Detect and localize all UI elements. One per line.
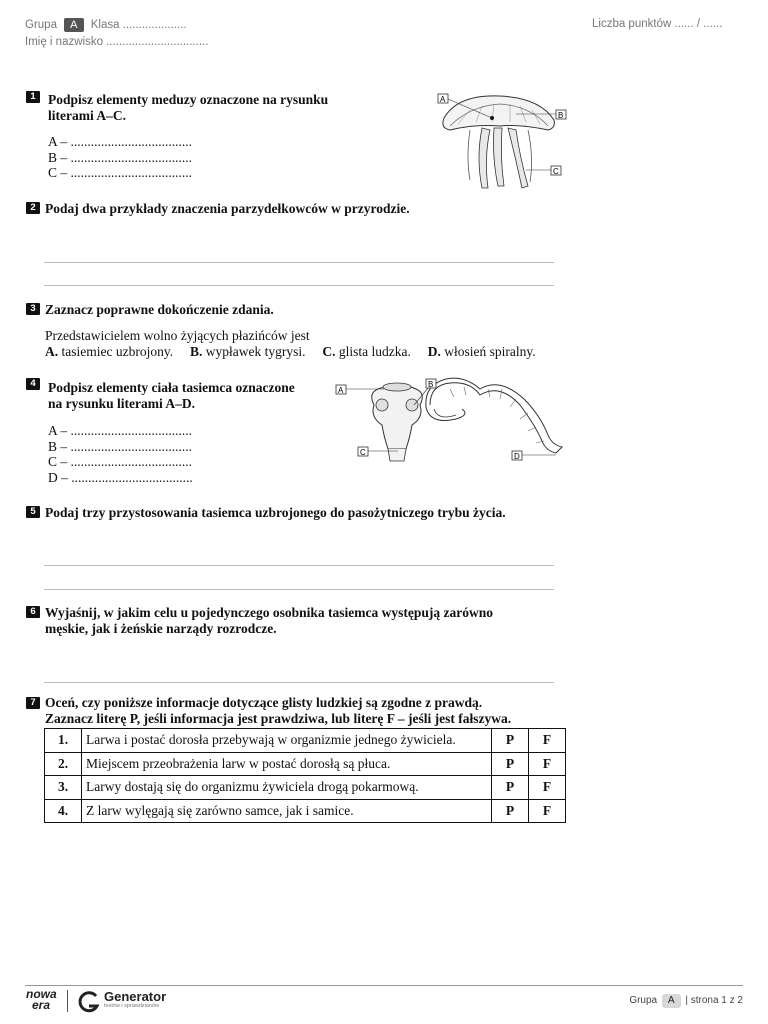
question-3-text: Zaznacz poprawne dokończenie zdania.: [45, 302, 274, 317]
false-option[interactable]: F: [529, 752, 566, 776]
answer-line[interactable]: [44, 682, 554, 683]
page-info: Grupa A | strona 1 z 2: [629, 995, 743, 1006]
logo-separator: [67, 990, 68, 1012]
answer-c[interactable]: C – ....................................: [48, 165, 193, 180]
false-option[interactable]: F: [529, 729, 566, 753]
question-number-4: 4: [26, 378, 40, 390]
nowa-era-logo: nowa era: [26, 987, 57, 1012]
answer-b[interactable]: B – ....................................: [48, 438, 193, 454]
question-6-text: Wyjaśnij, w jakim celu u pojedynczego osobnika tasiemca występują zarówno męskie, jak i żeńskie narządy rozrodcze.: [45, 605, 493, 636]
label-d: D: [514, 452, 520, 461]
question-number-7: 7: [26, 697, 40, 709]
table-row: 2. Miejscem przeobrażenia larw w postać dorosłą są płuca. P F: [45, 752, 566, 776]
option-b[interactable]: B. wypławek tygrysi.: [189, 344, 306, 359]
true-option[interactable]: P: [492, 776, 529, 800]
true-false-table: [44, 728, 566, 823]
jellyfish-drawing: [430, 88, 570, 198]
question-2-text: Podaj dwa przykłady znaczenia parzydełkowców w przyrodzie.: [45, 201, 410, 216]
label-a: A: [440, 95, 446, 104]
question-1-answers[interactable]: [48, 134, 192, 181]
false-option[interactable]: F: [529, 776, 566, 800]
answer-b[interactable]: B – ....................................: [48, 149, 193, 165]
true-option[interactable]: P: [492, 729, 529, 753]
answer-line[interactable]: [44, 262, 554, 263]
footer-divider: [25, 985, 743, 986]
answer-d[interactable]: D – ....................................: [48, 469, 193, 485]
question-3-options: [45, 344, 536, 360]
question-number-5: 5: [26, 506, 40, 518]
question-number-1: 1: [26, 91, 40, 103]
generator-logo-icon: [77, 990, 101, 1014]
group-badge: A: [662, 994, 681, 1008]
question-1-text: Podpisz elementy meduzy oznaczone na rysunku literami A–C.: [48, 92, 329, 123]
question-4-answers[interactable]: [48, 423, 193, 485]
question-number-3: 3: [26, 303, 40, 315]
table-row: 1. Larwa i postać dorosła przebywają w organizmie jednego żywiciela. P F: [45, 729, 566, 753]
answer-line[interactable]: [44, 589, 554, 590]
answer-c[interactable]: C – ....................................: [48, 454, 193, 469]
label-b: B: [428, 380, 434, 389]
question-7-text: Oceń, czy poniższe informacje dotyczące glisty ludzkiej są zgodne z prawdą. Zaznacz literę P, jeśli informacja jest prawdziwa, lub literę F – jeśli jest fałszywa.: [45, 695, 512, 726]
group-badge: A: [64, 18, 83, 32]
option-a[interactable]: A. tasiemiec uzbrojony.: [45, 344, 174, 359]
table-row: 3. Larwy dostają się do organizmu żywiciela drogą pokarmową. P F: [45, 776, 566, 800]
class-field[interactable]: Klasa ....................: [90, 19, 187, 31]
label-c: C: [360, 448, 366, 457]
false-option[interactable]: F: [529, 799, 566, 823]
page-number: | strona 1 z 2: [685, 995, 743, 1006]
points-field: Liczba punktów ...... / ......: [592, 18, 723, 30]
generator-logo: Generator testów i sprawdzianów: [104, 989, 167, 1009]
answer-a[interactable]: A – ....................................: [48, 423, 193, 438]
option-d[interactable]: D. włosień spiralny.: [427, 344, 536, 359]
question-number-2: 2: [26, 202, 40, 214]
question-number-6: 6: [26, 606, 40, 618]
tapeworm-drawing: [330, 375, 570, 465]
label-b: B: [558, 111, 564, 120]
question-3-stem: Przedstawicielem wolno żyjących płazińców jest: [45, 328, 310, 343]
group-label: Grupa: [25, 19, 57, 31]
answer-line[interactable]: [44, 285, 554, 286]
label-c: C: [553, 167, 559, 176]
header-group: [25, 18, 187, 32]
true-option[interactable]: P: [492, 799, 529, 823]
question-4-text: Podpisz elementy ciała tasiemca oznaczone na rysunku literami A–D.: [48, 380, 295, 411]
table-row: 4. Z larw wylęgają się zarówno samce, jak i samice. P F: [45, 799, 566, 823]
option-c[interactable]: C. glista ludzka.: [322, 344, 411, 359]
name-field[interactable]: Imię i nazwisko ................................: [25, 36, 209, 48]
question-5-text: Podaj trzy przystosowania tasiemca uzbrojonego do pasożytniczego trybu życia.: [45, 505, 506, 520]
answer-line[interactable]: [44, 565, 554, 566]
label-a: A: [338, 386, 344, 395]
answer-a[interactable]: A – ....................................: [48, 134, 193, 149]
true-option[interactable]: P: [492, 752, 529, 776]
